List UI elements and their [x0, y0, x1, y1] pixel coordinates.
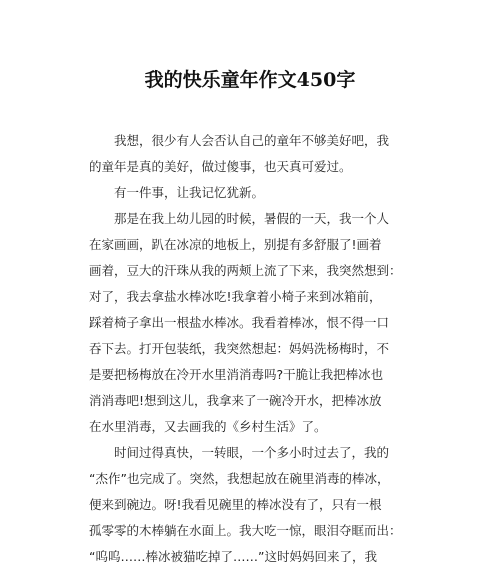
paragraph-line: 孤零零的木棒躺在水面上。我大吃一惊，眼泪夺眶而出： [89, 523, 402, 538]
paragraph-line: “杰作”也完成了。突然，我想起放在碗里消毒的棒冰， [89, 471, 390, 486]
paragraph-line: 我想，很少有人会否认自己的童年不够美好吧，我 [114, 133, 390, 148]
paragraph-line: 画着，豆大的汗珠从我的两颊上流了下来，我突然想到： [89, 263, 402, 278]
paragraph-line: 对了，我去拿盐水棒冰吃!我拿着小椅子来到冰箱前， [89, 289, 382, 304]
paragraph-line: 便来到碗边。呀!我看见碗里的棒冰没有了，只有一根 [89, 497, 382, 512]
document-title: 我的快乐童年作文450字 [144, 69, 356, 91]
paragraph-line: “呜呜……棒冰被猫吃掉了……”这时妈妈回来了，我 [89, 549, 377, 564]
paragraph-line: 踩着椅子拿出一根盐水棒冰。我看着棒冰，恨不得一口 [89, 315, 390, 330]
paragraph-line: 吞下去。打开包装纸，我突然想起：妈妈洗杨梅时，不 [89, 341, 390, 356]
paragraph-line: 那是在我上幼儿园的时候，暑假的一天，我一个人 [114, 211, 390, 226]
paragraph-line: 时间过得真快，一转眼，一个多小时过去了，我的 [114, 445, 390, 460]
paragraph-line: 在水里消毒，又去画我的《乡村生活》了。 [89, 419, 327, 434]
paragraph-line: 在家画画，趴在冰凉的地板上，别提有多舒服了!画着 [89, 237, 382, 252]
paragraph-line: 消消毒吧!想到这儿，我拿来了一碗冷开水，把棒冰放 [89, 393, 382, 408]
paragraph-line: 是要把杨梅放在冷开水里消消毒吗?干脆让我把棒冰也 [89, 367, 384, 382]
document-body [89, 128, 423, 570]
paragraph-line: 有一件事，让我记忆犹新。 [114, 185, 265, 200]
paragraph-line: 的童年是真的美好，做过傻事，也天真可爱过。 [89, 159, 352, 174]
